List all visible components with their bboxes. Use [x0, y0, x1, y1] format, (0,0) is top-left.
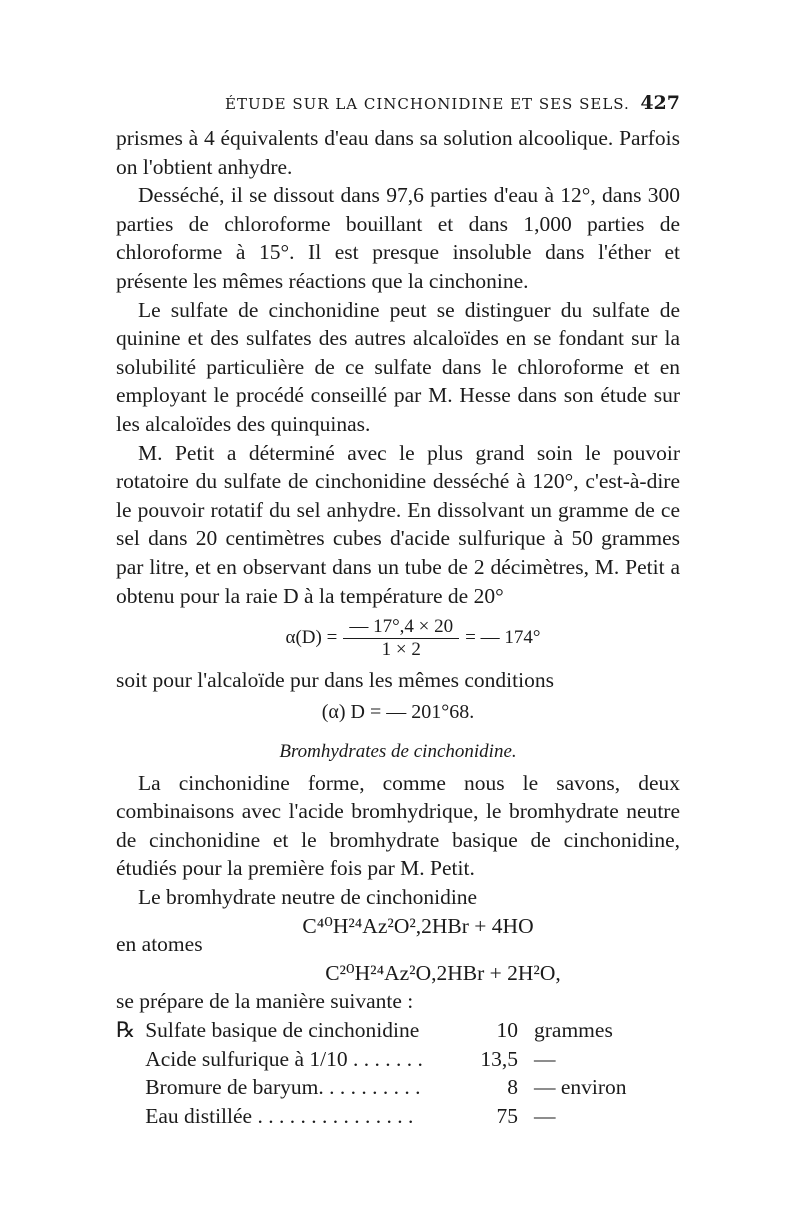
recipe-quantity: 10 — [496, 1018, 518, 1043]
page-body — [116, 124, 680, 1130]
formula-denominator: 1 × 2 — [381, 638, 421, 660]
recipe-symbol: ℞ — [116, 1018, 136, 1043]
recipe-item: Acide sulfurique à 1/10 . . . . . . . — [145, 1046, 423, 1071]
paragraph-5: soit pour l'alcaloïde pur dans les mêmes conditions — [116, 668, 554, 693]
recipe-row — [116, 1073, 680, 1102]
recipe-item: Sulfate basique de cinchonidine — [145, 1018, 420, 1043]
recipe-row — [116, 1102, 680, 1131]
recipe-quantity: 75 — [496, 1103, 518, 1128]
atomes-label: en atomes — [116, 932, 203, 957]
formula-fraction — [343, 616, 459, 661]
running-header — [225, 92, 680, 118]
recipe-row — [116, 1016, 680, 1045]
paragraph-8: se prépare de la manière suivante : — [116, 989, 414, 1014]
paragraph-4: M. Petit a déterminé avec le plus grand soin le pouvoir rotatoire du sulfate de cinchonidine desséché à 120°, c'est-à-dire le pouvoir rotatif du sel anhydre. En dissolvant un gramme de ce sel dans 20 centimètres cubes d'acide sulfurique à 50 grammes par litre, et en observant dans un tube de 2 décimètres, M. Petit a obtenu pour la raie D à la température de 20° — [116, 440, 680, 608]
recipe-list — [116, 1016, 680, 1130]
recipe-quantity: 13,5 — [480, 1046, 518, 1071]
formula-rhs: = — 174° — [465, 626, 541, 648]
rotation-formula — [146, 610, 680, 666]
running-title: ÉTUDE SUR LA CINCHONIDINE ET SES SELS. — [225, 95, 630, 113]
recipe-unit: — environ — [534, 1075, 627, 1100]
formula-atomes: C²⁰H²⁴Az²O,2HBr + 2H²O, — [325, 960, 561, 985]
recipe-unit: grammes — [534, 1018, 613, 1043]
recipe-quantity: 8 — [507, 1075, 518, 1100]
formula-equivalents: C⁴⁰H²⁴Az²O²,2HBr + 4HO — [302, 913, 534, 938]
formula-lhs: α(D) = — [285, 626, 338, 648]
paragraph-6: La cinchonidine forme, comme nous le savons, deux combinaisons avec l'acide bromhydrique, le bromhydrate neutre de cinchonidine et le bromhydrate basique de cinchonidine, étudiés pour la première fois par M. Petit. — [116, 770, 680, 881]
page-number: 427 — [640, 92, 680, 114]
paragraph-2: Desséché, il se dissout dans 97,6 parties d'eau à 12°, dans 300 parties de chloroforme bouillant et dans 1,000 parties de chloroforme à 15°. Il est presque insoluble dans l'éther et présente les mêmes réactions que la cinchonine. — [116, 183, 680, 293]
recipe-unit: — — [534, 1046, 556, 1071]
paragraph-1: prismes à 4 équivalents d'eau dans sa solution alcoolique. Parfois on l'obtient anhydre. — [116, 126, 680, 179]
recipe-unit: — — [534, 1103, 556, 1128]
recipe-item: Bromure de baryum. . . . . . . . . . — [145, 1075, 421, 1100]
paragraph-3: Le sulfate de cinchonidine peut se distinguer du sulfate de quinine et des sulfates des autres alcaloïdes en se fondant sur la solubilité particulière de ce sulfate dans le chloroforme et en employant le procédé conseillé par M. Hesse dans son étude sur les alcaloïdes des quinquinas. — [116, 297, 680, 436]
paragraph-7: Le bromhydrate neutre de cinchonidine — [138, 885, 478, 910]
recipe-row — [116, 1045, 680, 1074]
formula-numerator: — 17°,4 × 20 — [343, 616, 459, 639]
section-title: Bromhydrates de cinchonidine. — [279, 740, 517, 762]
recipe-item: Eau distillée . . . . . . . . . . . . . . . — [145, 1103, 414, 1128]
rotation-result: (α) D = — 201°68. — [321, 700, 475, 723]
